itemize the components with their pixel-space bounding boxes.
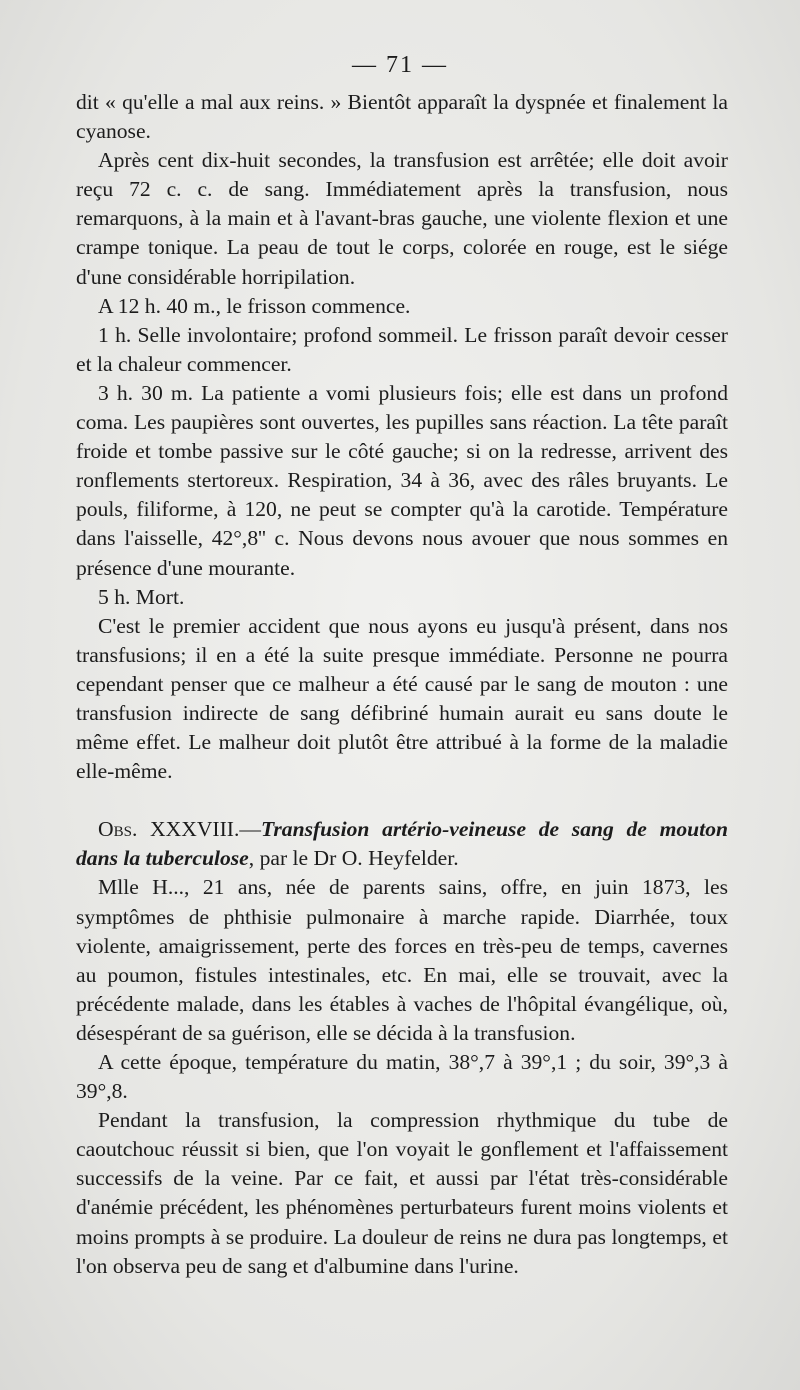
paragraph: 5 h. Mort. — [98, 584, 185, 609]
paragraph: Pendant la transfusion, la compression rhythmique du tube de caoutchouc réussit si bien, que l'on voyait le gonflement et l'affaissement successifs de la veine. Par ce fait, et aussi par l'état très-considérable d'anémie précédent, les phénomènes perturbateurs furent moins violents et moins prompts à se produire. La douleur de reins ne dura pas longtemps, et l'on observa peu de sang et d'albumine dans l'urine. — [76, 1108, 728, 1278]
page-number: — 71 — — [352, 52, 448, 78]
paragraph: dit « qu'elle a mal aux reins. » Bientôt apparaît la dyspnée et finalement la cyanose. — [76, 90, 728, 144]
paragraph: 1 h. Selle involontaire; profond sommeil. Le frisson paraît devoir cesser et la chaleur commencer. — [76, 322, 728, 376]
paragraph: Mlle H..., 21 ans, née de parents sains, offre, en juin 1873, les symptômes de phthisie pulmonaire à marche rapide. Diarrhée, toux violente, amaigrissement, perte des forces en très-peu de temps, cavernes au poumon, fistules intestinales, etc. En mai, elle se trouvait, avec la précédente malade, dans les étables à vaches de l'hôpital évangélique, où, désespérant de sa guérison, elle se décida à la transfusion. — [76, 875, 728, 1045]
observation-dash: — — [239, 817, 261, 842]
paragraph: C'est le premier accident que nous ayons eu jusqu'à présent, dans nos transfusions; il en a été la suite presque immédiate. Personne ne pourra cependant penser que ce malheur a été causé par le sang de mouton : une transfusion indirecte de sang défibriné humain aurait eu sans doute le même effet. Le malheur doit plutôt être attribué à la forme de la maladie elle-même. — [76, 613, 728, 784]
body-text — [76, 88, 728, 1281]
paragraph: 3 h. 30 m. La patiente a vomi plusieurs fois; elle est dans un profond coma. Les paupières sont ouvertes, les pupilles sans réaction. La tête paraît froide et tombe passive sur le côté gauche; si on la redresse, arrivent des ronflements stertoreux. Respiration, 34 à 36, avec des râles bruyants. Le pouls, filiforme, à 120, ne peut se compter qu'à la carotide. Température dans l'aisselle, 42°,8'' c. Nous devons nous avouer que nous sommes en présence d'une mourante. — [76, 380, 728, 580]
paragraph: Après cent dix-huit secondes, la transfusion est arrêtée; elle doit avoir reçu 72 c. c. de sang. Immédiatement après la transfusion, nous remarquons, à la main et à l'avant-bras gauche, une violente flexion et une crampe tonique. La peau de tout le corps, colorée en rouge, est le siége d'une considérable horripilation. — [76, 148, 728, 289]
paragraph: A cette époque, température du matin, 38°,7 à 39°,1 ; du soir, 39°,3 à 39°,8. — [76, 1050, 728, 1104]
observation-heading — [76, 815, 728, 873]
observation-byline: , par le Dr O. Heyfelder. — [248, 846, 459, 871]
observation-label: Obs. XXXVIII. — [98, 817, 240, 842]
observation-title: Transfusion artério-veineuse de sang de mouton dans la tuberculose — [76, 817, 728, 871]
paragraph: A 12 h. 40 m., le frisson commence. — [98, 293, 411, 318]
